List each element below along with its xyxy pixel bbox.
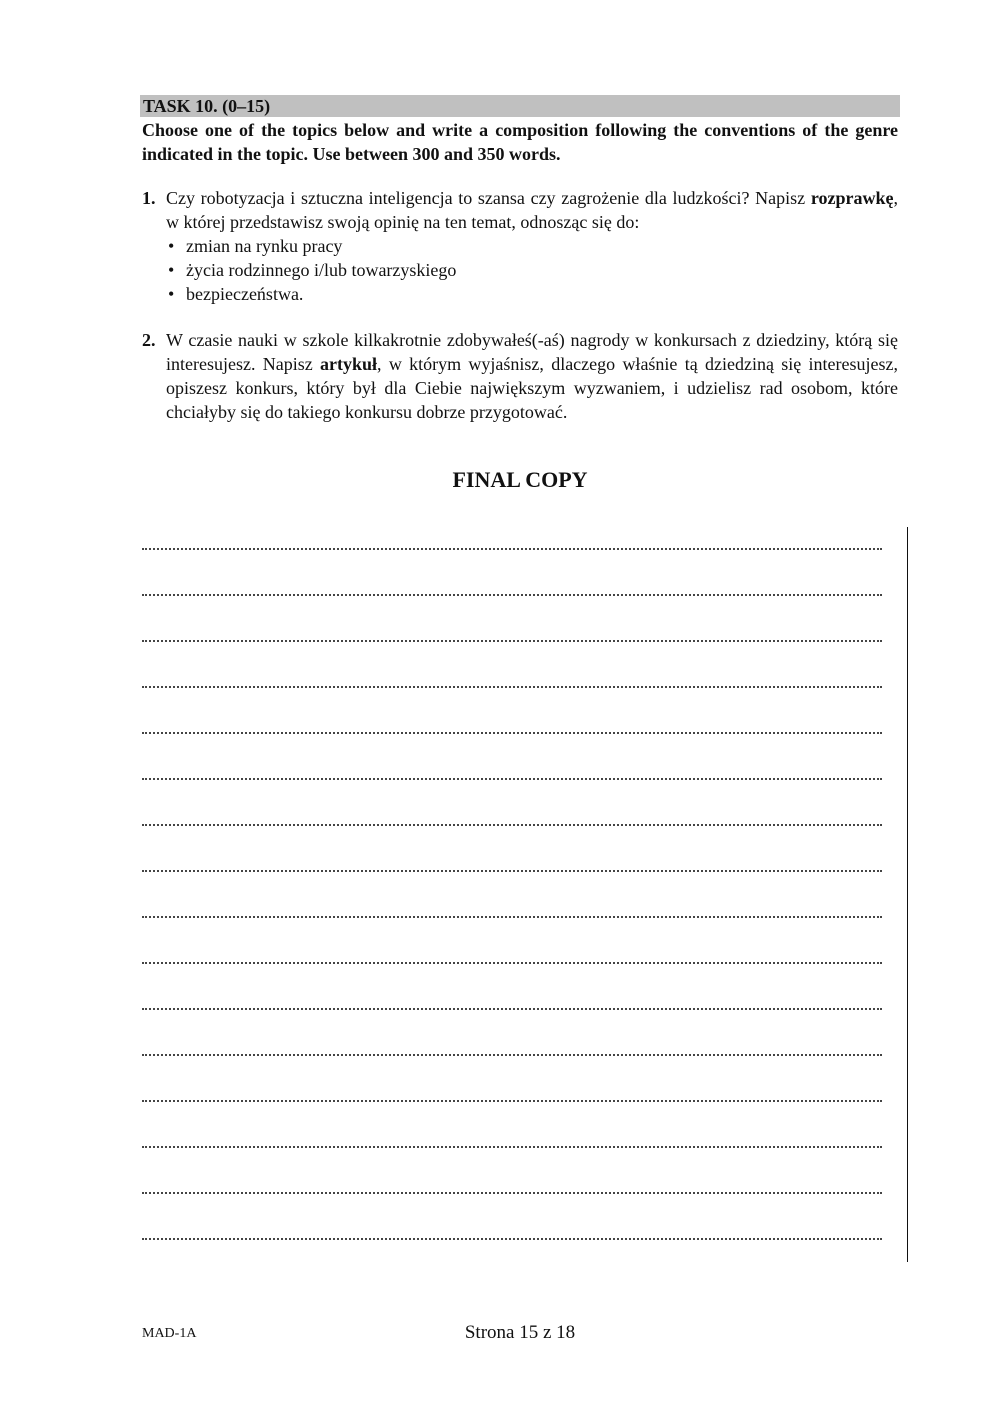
answer-line[interactable] — [142, 528, 882, 574]
topic-1-text-after: , w której przedstawisz swoją opinię na ten temat, odnosząc się do: — [166, 188, 898, 232]
topic-2-body — [166, 328, 898, 424]
answer-line[interactable] — [142, 850, 882, 896]
topic-2-text-after: , w którym wyjaśnisz, dlaczego właśnie tą dziedziną się interesujesz, opiszesz konkurs, który był dla Ciebie największym wyzwaniem, i udzielisz rad osobom, które chciałyby się do takiego konkursu dobrze przygotować. — [166, 354, 898, 422]
dotted-rule — [142, 640, 882, 642]
topic-1-text-before: Czy robotyzacja i sztuczna inteligencja to szansa czy zagrożenie dla ludzkości? Napisz — [166, 188, 811, 208]
bullet-icon: • — [168, 260, 175, 280]
answer-line[interactable] — [142, 942, 882, 988]
dotted-rule — [142, 732, 882, 734]
answer-line[interactable] — [142, 620, 882, 666]
answer-line[interactable] — [142, 758, 882, 804]
margin-rule — [907, 527, 908, 1262]
answer-line[interactable] — [142, 1080, 882, 1126]
topic-1 — [142, 186, 898, 306]
dotted-rule — [142, 962, 882, 964]
topic-1-bullet-item — [166, 258, 898, 282]
bullet-icon: • — [168, 284, 175, 304]
topic-1-bullet-list — [166, 234, 898, 306]
answer-line[interactable] — [142, 988, 882, 1034]
answer-line[interactable] — [142, 1126, 882, 1172]
dotted-rule — [142, 548, 882, 550]
page-number: Strona 15 z 18 — [464, 1322, 576, 1343]
answer-line[interactable] — [142, 712, 882, 758]
topic-1-bullet-item — [166, 282, 898, 306]
topic-1-genre: rozprawkę — [810, 188, 894, 208]
answer-line[interactable] — [142, 1172, 882, 1218]
dotted-rule — [142, 1192, 882, 1194]
answer-line[interactable] — [142, 896, 882, 942]
answer-line[interactable] — [142, 1218, 882, 1264]
topic-2-text-before: W czasie nauki w szkole kilkakrotnie zdobywałeś(-aś) nagrody w konkursach z dziedziny, którą się interesujesz. Napisz — [166, 330, 898, 374]
dotted-rule — [142, 1238, 882, 1240]
bullet-icon: • — [168, 236, 175, 256]
task-instructions: Choose one of the topics below and write a composition following the conventions of the genre indicated in the topic. Use between 300 and 350 words. — [142, 120, 898, 164]
topic-1-bullet-text: zmian na rynku pracy — [186, 236, 343, 256]
topic-1-bullet-text: życia rodzinnego i/lub towarzyskiego — [186, 260, 457, 280]
topic-1-bullet-item — [166, 234, 898, 258]
dotted-rule — [142, 824, 882, 826]
exam-code: MAD-1A — [142, 1326, 197, 1341]
answer-line[interactable] — [142, 804, 882, 850]
dotted-rule — [142, 1146, 882, 1148]
topic-1-bullet-text: bezpieczeństwa. — [186, 284, 304, 304]
dotted-rule — [142, 870, 882, 872]
topic-2-number: 2. — [142, 330, 156, 350]
dotted-rule — [142, 916, 882, 918]
final-copy-title: FINAL COPY — [452, 467, 588, 492]
dotted-rule — [142, 686, 882, 688]
answer-area[interactable] — [142, 528, 882, 1264]
task-header: TASK 10. (0–15) — [140, 95, 900, 117]
dotted-rule — [142, 1008, 882, 1010]
answer-line[interactable] — [142, 574, 882, 620]
answer-line[interactable] — [142, 666, 882, 712]
topic-2 — [142, 328, 898, 424]
answer-line[interactable] — [142, 1034, 882, 1080]
topic-1-body — [166, 186, 898, 306]
dotted-rule — [142, 778, 882, 780]
topic-2-genre: artykuł — [320, 354, 378, 374]
dotted-rule — [142, 1100, 882, 1102]
dotted-rule — [142, 594, 882, 596]
dotted-rule — [142, 1054, 882, 1056]
topic-1-number: 1. — [142, 188, 156, 208]
